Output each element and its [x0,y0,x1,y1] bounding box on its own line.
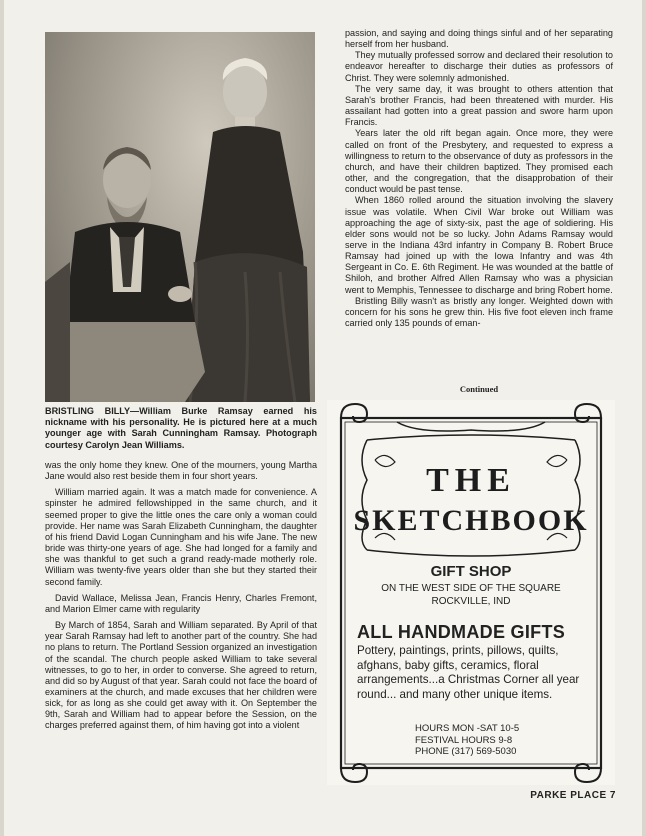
article-paragraph: Years later the old rift began again. Once more, they were called on front of the Presbytery, and requested to express a willingness to return to the observance of duty as professors in the church, and have their children baptized. They promised each other, and the congregation, that the disapprobation of their conduct would be past tense. [345,128,613,195]
ad-description: Pottery, paintings, prints, pillows, quilts, afghans, baby gifts, ceramics, floral arrangements...a Christmas Corner all year round... and many other unique items. [357,644,580,701]
article-paragraph: David Wallace, Melissa Jean, Francis Henry, Charles Fremont, and Marion Elmer came with regularity [45,592,317,614]
phone-line: PHONE (317) 569-5030 [415,746,517,757]
page-edge-right [642,0,646,836]
gift-shop-label: GIFT SHOP [430,563,512,580]
article-paragraph: By March of 1854, Sarah and William separated. By April of that year Sarah Ramsay had left to another part of the country. She had no plans to return. The Portland Session organized an investigation of the scandal. The church people asked William to take several witnesses, to go to her, in order to converse. She agreed to return, and did so by August of that year. Sarah could not face the board of examiners at the church, and made excuses that her children were sick, for as long as she could get away with it. On September the 9th, Sarah and William had to appear before the Session, on the charges preferred against them, of him having got into a violent [45,620,317,731]
article-paragraph: The very same day, it was brought to others attention that Sarah's brother Francis, had been threatened with murder. His assailant had gotten into a great passion and swore harm upon Francis. [345,83,613,128]
article-paragraph: passion, and saying and doing things sinful and of her separating herself from her husband. [345,28,613,50]
article-column-left [45,460,317,732]
ad-headline: ALL HANDMADE GIFTS [357,622,566,642]
article-paragraph: Bristling Billy wasn't as bristly any longer. Weighted down with concern for his sons he grew thin. His five foot eleven inch frame carried only 135 pounds of eman- [345,295,613,329]
continued-label: Continued [459,384,499,394]
portrait-illustration [45,32,315,402]
hours-line: HOURS MON -SAT 10-5 [415,723,520,734]
photo-caption: BRISTLING BILLY—William Burke Ramsay earned his nickname with his personality. He is pictured here at a much younger age with Sarah Cunningham Ramsay. Photograph courtesy Carolyn Jean Williams. [45,406,317,450]
sketchbook-advertisement [327,400,615,785]
article-paragraph: They mutually professed sorrow and declared their resolution to endeavor hereafter to discharge their duties as professors of Christ. They were solemnly admonished. [345,50,613,83]
article-paragraph: When 1860 rolled around the situation involving the slavery issue was volatile. When Civil War broke out William was approaching the age of sixty-six, past the age of soldiering. His elder sons would not be so lucky. John Adams Ramsay would serve in the Indiana 43rd infantry in Company B. Robert Bruce Ramsay had joined up with the Iowa Infantry and was 4th Sergeant in Co. E. 6th Regiment. He was wounded at the battle of Shiloh, and brother Alfred Allen Ramsay who was a physician went to Memphis, Tennessee to discharge and bring Robert home. [345,195,613,295]
hours-line: FESTIVAL HOURS 9-8 [415,734,513,746]
page-edge-left [0,0,4,836]
address-line1: ON THE WEST SIDE OF THE SQUARE [381,583,561,594]
address-line2: ROCKVILLE, IND [431,596,511,607]
article-paragraph: was the only home they knew. One of the mourners, young Martha Jane would also rest beside them in four short years. [45,460,317,482]
ad-hours [415,723,519,758]
historic-photo [45,32,315,402]
ad-title-line1: THE [426,462,516,499]
ad-title-line2: SKETCHBOOK [353,504,589,537]
article-column-right [345,28,613,329]
article-paragraph: William married again. It was a match made for convenience. A spinster he admired fellowshipped in the same church, and it seemed proper to give the little ones the care only a woman could provide. Her name was Sarah Elizabeth Cunningham, the daughter of his friend David Logan Cunningham and his wife Jane. The new bride was thirty-one years of age. She had longed for a family and she was thankful to get such a grand ready-made motherly role. William was twenty-five years older than she but they started their second family. [45,487,317,587]
page-footer: PARKE PLACE 7 [530,790,616,801]
